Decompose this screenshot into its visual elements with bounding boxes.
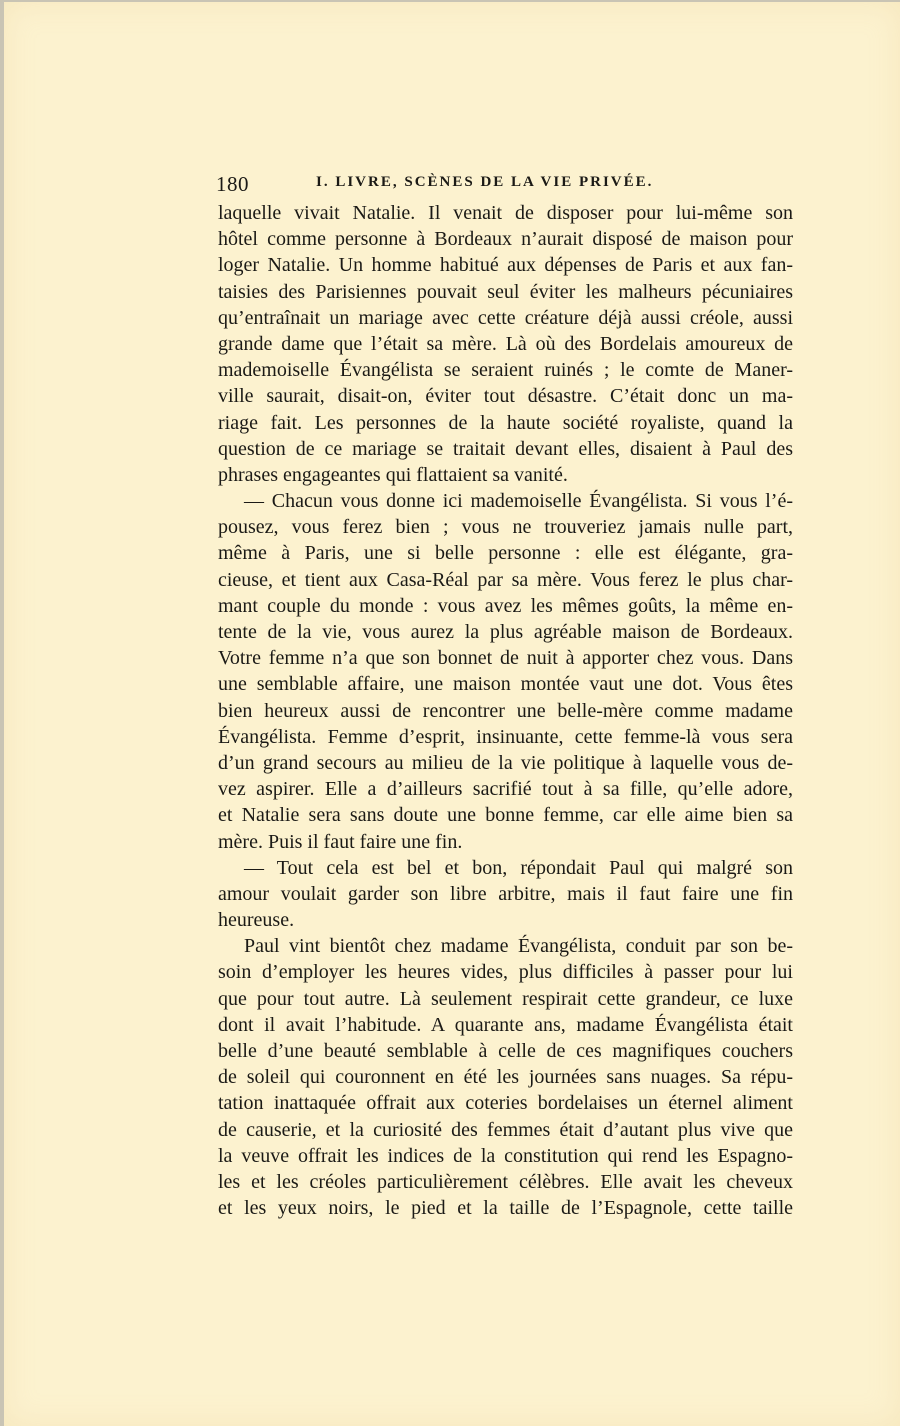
- text-line: Paul vint bientôt chez madame Évangélista, conduit par son be-: [244, 935, 793, 958]
- text-line: heureuse.: [218, 909, 295, 932]
- text-line: mère. Puis il faut faire une fin.: [218, 830, 463, 853]
- text-line: la veuve offrait les indices de la constitution qui rend les Espagno-: [218, 1144, 793, 1167]
- page-number: 180: [216, 172, 249, 196]
- text-line: cieuse, et tient aux Casa-Réal par sa mère. Vous ferez le plus char-: [218, 568, 793, 591]
- text-line: mant couple du monde : vous avez les mêmes goûts, la même en-: [218, 594, 793, 617]
- text-line: une semblable affaire, une maison montée vaut une dot. Vous êtes: [218, 673, 793, 696]
- text-line: ville saurait, disait-on, éviter tout désastre. C’était donc un ma-: [218, 385, 793, 408]
- text-line: même à Paris, une si belle personne : elle est élégante, gra-: [218, 542, 793, 565]
- text-line: et les yeux noirs, le pied et la taille de l’Espagnole, cette taille: [218, 1197, 793, 1220]
- text-line: question de ce mariage se traitait devant elles, disaient à Paul des: [218, 437, 793, 460]
- paragraph: [218, 488, 793, 855]
- text-line: de causerie, et la curiosité des femmes était d’autant plus vive que: [218, 1118, 793, 1141]
- text-line: de soleil qui couronnent en été les journées sans nuages. Sa répu-: [218, 1066, 793, 1089]
- text-line: phrases engageantes qui flattaient sa vanité.: [218, 463, 568, 486]
- running-head-title: I. LIVRE, SCÈNES DE LA VIE PRIVÉE.: [316, 174, 654, 190]
- text-line: mademoiselle Évangélista se seraient ruinés ; le comte de Maner-: [218, 359, 793, 382]
- text-line: vez aspirer. Elle a d’ailleurs sacrifié tout à sa fille, qu’elle adore,: [218, 778, 793, 801]
- text-line: — Tout cela est bel et bon, répondait Paul qui malgré son: [244, 856, 793, 879]
- book-page: [4, 2, 900, 1426]
- text-line: laquelle vivait Natalie. Il venait de disposer pour lui-même son: [218, 202, 793, 224]
- text-line: loger Natalie. Un homme habitué aux dépenses de Paris et aux fan-: [218, 254, 793, 277]
- text-line: d’un grand secours au milieu de la vie politique à laquelle vous de-: [218, 751, 793, 774]
- text-line: hôtel comme personne à Bordeaux n’aurait disposé de maison pour: [218, 228, 793, 251]
- text-line: grande dame que l’était sa mère. Là où des Bordelais amoureux de: [218, 332, 793, 355]
- text-line: soin d’employer les heures vides, plus difficiles à passer pour lui: [218, 961, 793, 984]
- text-line: dont il avait l’habitude. A quarante ans, madame Évangélista était: [218, 1013, 793, 1036]
- paragraph: [218, 200, 793, 488]
- text-line: amour voulait garder son libre arbitre, mais il faut faire une fin: [218, 882, 793, 905]
- text-line: riage fait. Les personnes de la haute société royaliste, quand la: [218, 411, 793, 434]
- text-line: Évangélista. Femme d’esprit, insinuante, cette femme-là vous sera: [218, 725, 793, 748]
- text-line: que pour tout autre. Là seulement respirait cette grandeur, ce luxe: [218, 987, 793, 1010]
- text-line: pousez, vous ferez bien ; vous ne trouveriez jamais nulle part,: [218, 516, 793, 539]
- text-line: les et les créoles particulièrement célèbres. Elle avait les cheveux: [218, 1170, 793, 1193]
- text-line: Votre femme n’a que son bonnet de nuit à apporter chez vous. Dans: [218, 647, 793, 670]
- text-line: taisies des Parisiennes pouvait seul éviter les malheurs pécuniaires: [218, 280, 793, 303]
- running-head: [216, 172, 794, 198]
- text-line: tation inattaquée offrait aux coteries bordelaises un éternel aliment: [218, 1092, 793, 1115]
- text-line: — Chacun vous donne ici mademoiselle Évangélista. Si vous l’é-: [244, 490, 793, 513]
- paragraph: [218, 933, 793, 1221]
- paragraph: [218, 855, 793, 934]
- body-text: [218, 200, 793, 1221]
- text-line: bien heureux aussi de rencontrer une belle-mère comme madame: [218, 699, 793, 722]
- text-line: et Natalie sera sans doute une bonne femme, car elle aime bien sa: [218, 804, 793, 827]
- text-line: qu’entraînait un mariage avec cette créature déjà aussi créole, aussi: [218, 306, 793, 329]
- text-line: tente de la vie, vous aurez la plus agréable maison de Bordeaux.: [218, 621, 793, 643]
- text-line: belle d’une beauté semblable à celle de ces magnifiques couchers: [218, 1040, 793, 1062]
